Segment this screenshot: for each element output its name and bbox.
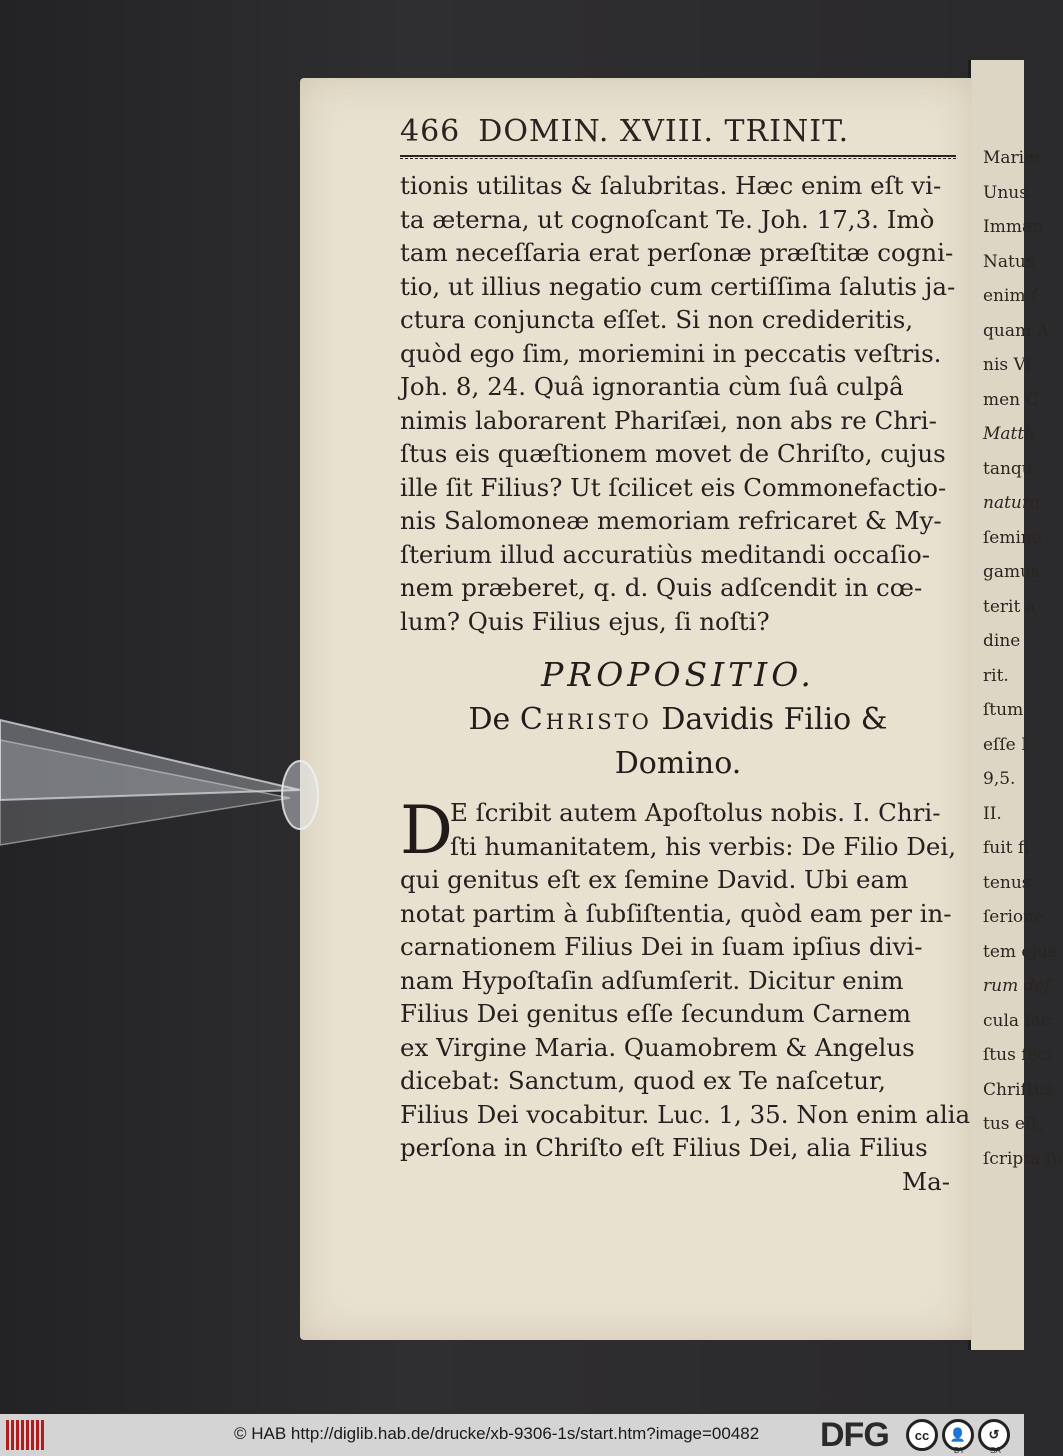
adjacent-page-fragment: quam A bbox=[983, 320, 1049, 341]
text-line: perſona in Chriſto eſt Filius Dei, alia Filius bbox=[400, 1133, 928, 1162]
adjacent-page-fragment: tenus bbox=[983, 872, 1031, 893]
dfg-logo: DFG bbox=[820, 1416, 889, 1454]
adjacent-page-fragment: ſerione bbox=[983, 907, 1045, 927]
adjacent-page-fragment: fuit fi bbox=[983, 838, 1030, 858]
adjacent-page-fragment: Unus bbox=[983, 182, 1028, 203]
paragraph-1 bbox=[400, 169, 956, 638]
adjacent-page-fragment: ſtus feci bbox=[983, 1045, 1053, 1065]
cc-icon: cc bbox=[906, 1419, 938, 1451]
adjacent-page-fragment: ſemine bbox=[983, 527, 1042, 548]
text-line: ſtus eis quæſtionem movet de Chriſto, cujus bbox=[400, 439, 946, 468]
text-line: ex Virgine Maria. Quamobrem & Angelus bbox=[400, 1032, 915, 1062]
running-head bbox=[400, 114, 956, 149]
text-line: carnationem Filius Dei in ſuam ipſius divi- bbox=[400, 932, 923, 961]
text-line: nam Hypoſtaſin adſumſerit. Dicitur enim bbox=[400, 965, 904, 995]
book-page bbox=[300, 78, 972, 1340]
page-number: 466 bbox=[400, 114, 461, 149]
adjacent-page-fragment: Matth bbox=[983, 424, 1036, 444]
adjacent-page-fragment: Chriſtus bbox=[983, 1079, 1054, 1100]
subheading-smallcaps: Christo bbox=[519, 702, 652, 737]
text-line: ſti humanitatem, his verbis: De Filio Dei, bbox=[450, 831, 957, 861]
text-line: notat partim à ſubſiſtentia, quòd eam per in- bbox=[400, 898, 952, 928]
adjacent-page-fragment: tem ejus bbox=[983, 941, 1057, 962]
subheading-text: De bbox=[468, 702, 520, 737]
license-label: BY bbox=[954, 1446, 965, 1455]
page-clip bbox=[0, 720, 330, 860]
text-line: nem præberet, q. d. Quis adſcendit in cœ- bbox=[400, 573, 923, 602]
adjacent-page-fragment: rum deſ bbox=[983, 976, 1051, 996]
text-line: dicebat: Sanctum, quod ex Te naſcetur, bbox=[400, 1066, 886, 1095]
text-line: Filius Dei vocabitur. Luc. 1, 35. Non enim alia bbox=[400, 1099, 971, 1129]
paragraph-2 bbox=[400, 792, 971, 1198]
adjacent-page-fragment: nis Vi bbox=[983, 355, 1031, 375]
running-title: DOMIN. XVIII. TRINIT. bbox=[478, 114, 850, 149]
text-line: lum? Quis Filius ejus, ſi noſti? bbox=[400, 606, 770, 636]
adjacent-page-fragment: Imman bbox=[983, 217, 1044, 237]
text-line: nimis laborarent Phariſæi, non abs re Chri- bbox=[400, 405, 937, 435]
adjacent-page-fragment: cula fac bbox=[983, 1010, 1051, 1031]
adjacent-page-fragment: 9,5. bbox=[983, 769, 1016, 789]
subheading-line-2: Domino. bbox=[614, 746, 742, 781]
text-line: qui genitus eſt ex ſemine David. Ubi eam bbox=[400, 865, 909, 894]
adjacent-page-fragment: enim f bbox=[983, 286, 1038, 306]
copyright-link[interactable]: © HAB http://diglib.hab.de/drucke/xb-9306-1s/start.htm?image=00482 bbox=[234, 1424, 760, 1443]
by-icon: 👤 bbox=[942, 1419, 974, 1451]
adjacent-page-fragment: dine bbox=[983, 631, 1021, 651]
adjacent-page-strip bbox=[968, 60, 1063, 1350]
drop-capital: D bbox=[400, 792, 453, 869]
adjacent-page-fragment: ſcripta ſu bbox=[983, 1148, 1063, 1169]
text-line: ſterium illud accuratiùs meditandi occaſio- bbox=[400, 539, 931, 569]
license-badge[interactable] bbox=[906, 1419, 1018, 1455]
adjacent-page-fragment: terit a bbox=[983, 596, 1036, 617]
adjacent-page-fragment: rit. bbox=[983, 665, 1009, 686]
license-label: SA bbox=[990, 1446, 1001, 1455]
adjacent-page-fragment: natura bbox=[983, 493, 1041, 513]
sa-icon: ↺ bbox=[978, 1419, 1010, 1451]
text-line: ctura conjuncta eſſet. Si non credideritis, bbox=[400, 305, 914, 334]
adjacent-page-fragment: gamus bbox=[983, 562, 1040, 582]
adjacent-page-fragment: Natus bbox=[983, 251, 1035, 272]
text-line: ta æterna, ut cognoſcant Te. Joh. 17,3. Imò bbox=[400, 204, 935, 234]
adjacent-page-fragment: eſſe I bbox=[983, 734, 1028, 755]
section-subheading bbox=[400, 698, 956, 786]
barcode-icon bbox=[6, 1420, 50, 1450]
text-line: Joh. 8, 24. Quâ ignorantia cùm ſuâ culpâ bbox=[400, 372, 904, 401]
adjacent-page-fragment: men C bbox=[983, 389, 1039, 410]
adjacent-page-fragment: tanqu bbox=[983, 458, 1033, 479]
text-line: Filius Dei genitus eſſe ſecundum Carnem bbox=[400, 999, 912, 1028]
adjacent-page-fragment: II. bbox=[983, 803, 1002, 824]
adjacent-page-fragment: Mariæ bbox=[983, 148, 1041, 168]
adjacent-page-fragment: ſtum bbox=[983, 700, 1024, 720]
adjacent-page-fragment: tus eſt, bbox=[983, 1114, 1044, 1134]
text-line: tio, ut illius negatio cum certiſſima ſalutis ja- bbox=[400, 271, 956, 301]
text-line: nis Salomoneæ memoriam refricaret & My- bbox=[400, 506, 942, 535]
header-rule bbox=[400, 155, 956, 159]
footer-bar bbox=[0, 1414, 1024, 1456]
text-line: quòd ego ſim, moriemini in peccatis veſtris. bbox=[400, 338, 942, 368]
text-line: ille ſit Filius? Ut ſcilicet eis Commonefactio- bbox=[400, 472, 947, 502]
section-heading: PROPOSITIO. bbox=[541, 655, 815, 694]
catchword: Ma- bbox=[902, 1166, 950, 1196]
text-line: E ſcribit autem Apoſtolus nobis. I. Chri- bbox=[450, 798, 941, 827]
subheading-text: Davidis Filio & bbox=[651, 702, 888, 737]
text-line: tionis utilitas & ſalubritas. Hæc enim eſt vi- bbox=[400, 171, 942, 200]
text-line: tam neceſſaria erat perſonæ præſtitæ cogni- bbox=[400, 238, 954, 267]
